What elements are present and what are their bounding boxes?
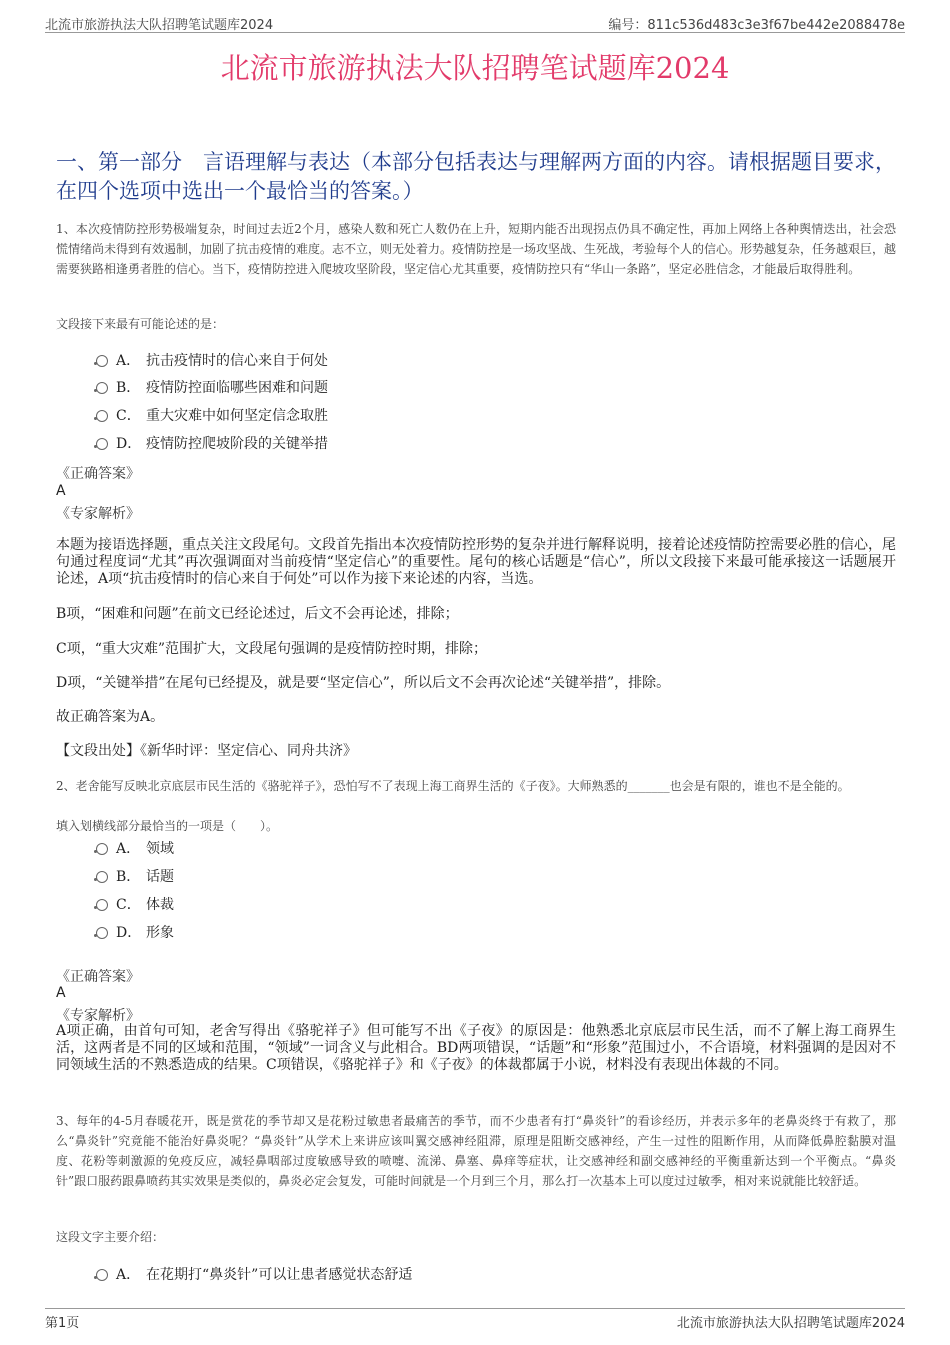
q1-analysis-b: B项，“困难和问题”在前文已经论述过，后文不会再论述，排除； xyxy=(56,606,459,622)
q2-stem: 2、老舍能写反映北京底层市民生活的《骆驼祥子》，恐怕写不了表现上海工商界生活的《子夜》。大师熟悉的_______也会是有限的，谁也不是全能的。 xyxy=(56,779,850,793)
header-doc-title: 北流市旅游执法大队招聘笔试题库2024 xyxy=(45,18,274,33)
q2-analysis-label: 《专家解析》 xyxy=(56,1008,140,1024)
q2-analysis: A项正确，由首句可知，老舍写得出《骆驼祥子》但可能写不出《子夜》的原因是：他熟悉北京底层市民生活，而不了解上海工商界生活，这两者是不同的区域和范围，“领域”一词含义与此相合。BD两项错误，“话题”和“形象”范围过小，不合语境，材料强调的是因对不同领域生活的不熟悉造成的结果。C项错误，《骆驼祥子》和《子夜》的体裁都属于小说，材料没有表现出体裁的不同。 xyxy=(56,1023,896,1073)
q1-conclusion: 故正确答案为A。 xyxy=(56,709,165,725)
q1-analysis-c: C项，“重大灾难”范围扩大，文段尾句强调的是疫情防控时期，排除； xyxy=(56,641,488,657)
page-header xyxy=(45,12,905,32)
q1-prompt: 文段接下来最有可能论述的是： xyxy=(56,317,225,331)
radio-icon[interactable] xyxy=(96,843,108,855)
q2-prompt: 填入划横线部分最恰当的一项是（ ）。 xyxy=(56,819,279,833)
header-divider xyxy=(45,32,905,33)
radio-icon[interactable] xyxy=(96,438,108,450)
q1-answer-label: 《正确答案》 xyxy=(56,466,140,482)
radio-icon[interactable] xyxy=(96,410,108,422)
page-title: 北流市旅游执法大队招聘笔试题库2024 xyxy=(220,51,730,85)
q2-option-c[interactable]: C． 体裁 xyxy=(96,894,174,914)
q3-prompt: 这段文字主要介绍： xyxy=(56,1230,165,1244)
q1-option-a[interactable]: A． 抗击疫情时的信心来自于何处 xyxy=(96,350,328,370)
radio-icon[interactable] xyxy=(96,899,108,911)
q2-answer: A xyxy=(56,985,66,1001)
q2-option-b[interactable]: B． 话题 xyxy=(96,866,174,886)
section-heading: 一、第一部分 言语理解与表达（本部分包括表达与理解两方面的内容。请根据题目要求，在四个选项中选出一个最恰当的答案。） xyxy=(56,150,896,203)
q3-option-a[interactable]: A． 在花期打“鼻炎针”可以让患者感觉状态舒适 xyxy=(96,1264,412,1284)
page-footer xyxy=(45,1312,905,1332)
header-doc-id: 编号：811c536d483c3e3f67be442e2088478e xyxy=(608,18,905,33)
q2-option-a[interactable]: A． 领域 xyxy=(96,838,174,858)
radio-icon[interactable] xyxy=(96,382,108,394)
footer-divider xyxy=(45,1308,905,1309)
q1-answer: A xyxy=(56,483,66,499)
radio-icon[interactable] xyxy=(96,871,108,883)
q1-analysis-d: D项，“关键举措”在尾句已经提及，就是要“坚定信心”，所以后文不会再次论述“关键举措”，排除。 xyxy=(56,675,671,691)
q3-stem: 3、每年的4-5月春暖花开，既是赏花的季节却又是花粉过敏患者最痛苦的季节，而不少患者有打“鼻炎针”的看诊经历，并表示多年的老鼻炎终于有救了，那么“鼻炎针”究竟能不能治好鼻炎呢？“鼻炎针”从学术上来讲应该叫翼交感神经阻滞，原理是阻断交感神经，产生一过性的阻断作用，从而降低鼻腔黏膜对温度、花粉等刺激源的免疫反应，减轻鼻咽部过度敏感导致的喷嚏、流涕、鼻塞、鼻痒等症状，让交感神经和副交感神经的平衡重新达到一个平衡点。“鼻炎针”跟口服药跟鼻喷药其实效果是类似的，鼻炎必定会复发，可能时间就是一个月到三个月，那么打一次基本上可以度过过敏季，相对来说就能比较舒适。 xyxy=(56,1114,896,1188)
q2-answer-label: 《正确答案》 xyxy=(56,969,140,985)
radio-icon[interactable] xyxy=(96,927,108,939)
footer-doc-title: 北流市旅游执法大队招聘笔试题库2024 xyxy=(676,1316,905,1331)
q1-analysis-main: 本题为接语选择题，重点关注文段尾句。文段首先指出本次疫情防控形势的复杂并进行解释说明，接着论述疫情防控需要必胜的信心，尾句通过程度词“尤其”再次强调面对当前疫情“坚定信心”的重要性。尾句的核心话题是“信心”，所以文段接下来最可能承接这一话题展开论述，A项“抗击疫情时的信心来自于何处”可以作为接下来论述的内容，当选。 xyxy=(56,537,896,587)
q1-option-b[interactable]: B． 疫情防控面临哪些困难和问题 xyxy=(96,377,328,397)
q1-stem: 1、本次疫情防控形势极端复杂，时间过去近2个月，感染人数和死亡人数仍在上升，短期内能否出现拐点仍具不确定性，再加上网络上各种舆情迭出，社会恐慌情绪尚未得到有效遏制，加剧了抗击疫情的难度。志不立，则无处着力。疫情防控是一场攻坚战、生死战，考验每个人的信心。形势越复杂，任务越艰巨，越需要狭路相逢勇者胜的信心。当下，疫情防控进入爬坡攻坚阶段，坚定信心尤其重要，疫情防控只有“华山一条路”，坚定必胜信念，才能最后取得胜利。 xyxy=(56,222,897,276)
radio-icon[interactable] xyxy=(96,1269,108,1281)
q1-analysis-label: 《专家解析》 xyxy=(56,506,140,522)
q1-option-d[interactable]: D． 疫情防控爬坡阶段的关键举措 xyxy=(96,433,328,453)
q1-option-c[interactable]: C． 重大灾难中如何坚定信念取胜 xyxy=(96,405,328,425)
radio-icon[interactable] xyxy=(96,355,108,367)
page-number: 第1页 xyxy=(45,1316,80,1331)
q2-option-d[interactable]: D． 形象 xyxy=(96,922,174,942)
q1-source: 【文段出处】《新华时评：坚定信心、同舟共济》 xyxy=(56,743,357,759)
